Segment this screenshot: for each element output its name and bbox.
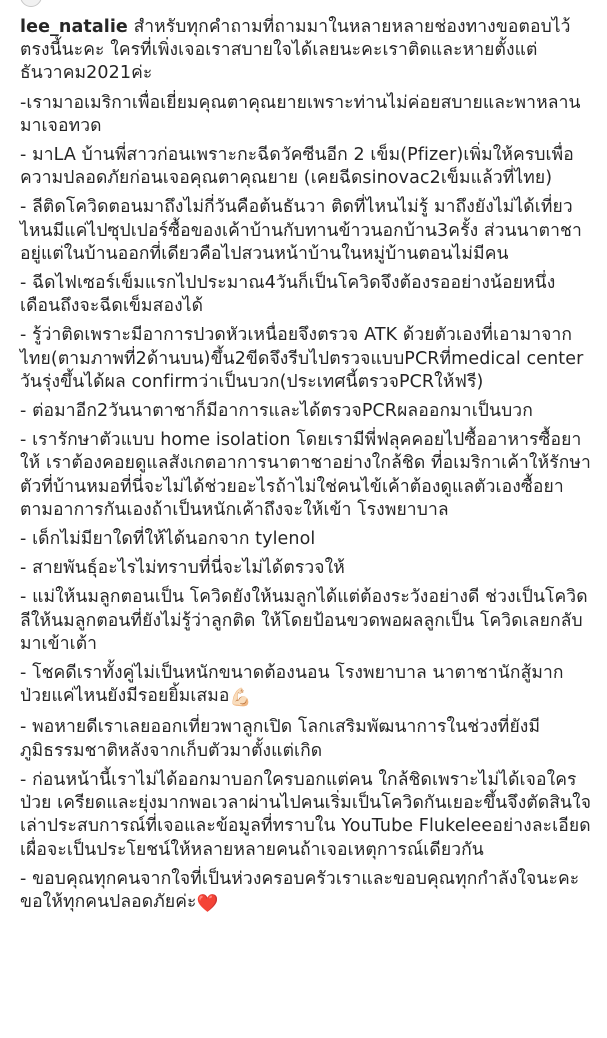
paragraph-text: - ขอบคุณทุกคนจากใจที่เป็นห่วงครอบครัวเราและขอบคุณทุกกำลังใจนะคะขอให้ทุกคนปลอดภัยค่ะ [20,868,580,912]
caption-paragraph: - มาLA บ้านพี่สาวก่อนเพราะกะฉีดวัคซีนอีก 2 เข็ม(Pfizer)เพิ่มให้ครบเพื่อความปลอดภัยก่อนเจอคุณตาคุณยาย (เคยฉีดsinovac2เข็มแล้วที่ไทย) [20,145,574,189]
red-heart-icon: ❤️ [196,893,219,914]
caption-paragraph-with-emoji [20,662,593,710]
caption-paragraph: - เรารักษาตัวแบบ home isolation โดยเรามีพี่ฟลุคคอยไปซื้ออาหารซื้อยาให้ เราต้องคอยดูแลสังเกตอาการนาตาชาอย่างใกล้ชิด ที่อเมริกาเค้าให้รักษาตัวที่บ้านหมอที่นี่จะไม่ได้ช่วยอะไรถ้าไม่ใช่คนไข้เค้าต้องดูแลตัวเองซื้อยาตามอาการกันเองถ้าเป็นหนักเค้าถึงจะให้เข้า โรงพยาบาล [20,430,591,520]
flexed-biceps-icon: 💪🏻 [229,688,252,709]
caption-paragraph-with-emoji [20,868,593,916]
caption-paragraph: - ฉีดไฟเซอร์เข็มแรกไปประมาณ4วันก็เป็นโควิดจึงต้องรออย่างน้อยหนึ่งเดือนถึงจะฉีดเข็มสองได้ [20,273,556,317]
caption-paragraph: - พอหายดีเราเลยออกเที่ยวพาลูกเปิด โลกเสริมพัฒนาการในช่วงที่ยังมีภูมิธรรมชาติหลังจากเก็บตัวมาตั้งแต่เกิด [20,717,541,761]
avatar[interactable] [20,0,42,7]
caption-paragraph: - ลีติดโควิดตอนมาถึงไม่กี่วันคือต้นธันวา ติดที่ไหนไม่รู้ มาถึงยังไม่ได้เที่ยวไหนมีแค่ไปซุปเปอร์ซื้อของเค้าบ้านกับทานข้าวนอกบ้าน3ครั้ง ส่วนนาตาชาอยู่แต่ในบ้านออกที่เดียวคือไปสวนหน้าบ้านในหมู่บ้านตอนไม่มีคน [20,197,582,264]
caption-paragraph: - แม่ให้นมลูกตอนเป็น โควิดยังให้นมลูกได้แต่ต้องระวังอย่างดี ช่วงเป็นโควิดลีให้นมลูกตอนที่ยังไม่รู้ว่าลูกติด ให้โดยป้อนขวดพอผลลูกเป็น โควิดเลยกลับมาเข้าเต้า [20,587,588,654]
post-caption [20,16,593,922]
caption-intro [20,16,593,86]
username-link[interactable]: lee_natalie [20,17,128,37]
caption-paragraph: - ต่อมาอีก2วันนาตาชาก็มีอาการและได้ตรวจPCRผลออกมาเป็นบวก [20,401,533,422]
caption-paragraph: - เด็กไม่มียาใดที่ให้ได้นอกจาก tylenol [20,529,316,550]
caption-paragraph: - รู้ว่าติดเพราะมีอาการปวดหัวเหนื่อยจึงตรวจ ATK ด้วยตัวเองที่เอามาจากไทย(ตามภาพที่2ด้านบน)ขึ้น2ขีดจึงรีบไปตรวจแบบPCRที่medical center วันรุ่งขึ้นได้ผล confirmว่าเป็นบวก(ประเทศนี้ตรวจPCRให้ฟรี) [20,325,590,392]
caption-paragraph: - ก่อนหน้านี้เราไม่ได้ออกมาบอกใครบอกแต่คน ใกล้ชิดเพราะไม่ได้เจอใครป่วย เครียดและยุ่งมากพอเวลาผ่านไปคนเริ่มเป็นโควิดกันเยอะขึ้นจึงตัดสินใจเล่าประสบการณ์ที่เจอและข้อมูลที่ทราบใน YouTube Flukeleeอย่างละเอียดเผื่อจะเป็นประโยชน์ให้หลายหลายคนถ้าเจอเหตุการณ์เดียวกัน [20,769,592,860]
caption-paragraph: - สายพันธุ์อะไรไม่ทราบที่นี่จะไม่ได้ตรวจให้ [20,558,345,579]
post-header-cropped [0,0,607,6]
post-footer-cropped [22,1018,587,1038]
caption-paragraph: -เรามาอเมริกาเพื่อเยี่ยมคุณตาคุณยายเพราะท่านไม่ค่อยสบายและพาหลานมาเจอทวด [20,92,581,136]
paragraph-text: - โชคดีเราทั้งคู่ไม่เป็นหนักขนาดต้องนอน โรงพยาบาล นาตาชานักสู้มากป่วยแค่ไหนยังมีรอยยิ้มเสมอ [20,663,564,707]
intro-text: สำหรับทุกคำถามที่ถามมาในหลายหลายช่องทางขอตอบไว้ตรงนี้นะคะ ใครที่เพิ่งเจอเราสบายใจได้เลยนะคะเราติดและหายตั้งแต่ธันวาคม2021ค่ะ [20,17,571,84]
